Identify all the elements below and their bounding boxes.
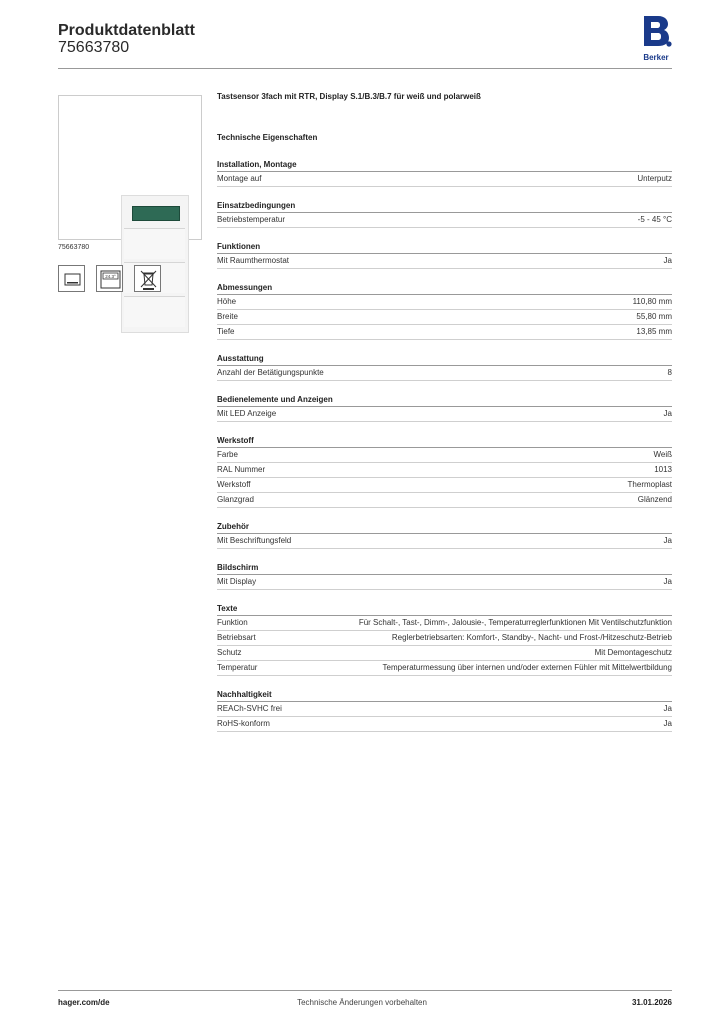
property-row bbox=[217, 213, 672, 228]
footer-divider bbox=[58, 990, 672, 991]
property-label: Mit LED Anzeige bbox=[217, 409, 277, 418]
property-label: Glanzgrad bbox=[217, 495, 254, 504]
article-number: 75663780 bbox=[58, 39, 130, 56]
property-label: Farbe bbox=[217, 450, 238, 459]
property-label: RAL Nummer bbox=[217, 465, 266, 474]
property-label: Funktion bbox=[217, 618, 248, 627]
property-groups bbox=[217, 146, 672, 732]
property-value: Ja bbox=[663, 536, 672, 545]
footer-date: 31.01.2026 bbox=[631, 998, 672, 1007]
image-caption: 75663780 bbox=[58, 244, 90, 251]
property-row bbox=[217, 493, 672, 508]
property-value: Glänzend bbox=[637, 495, 672, 504]
property-value: -5 - 45 °C bbox=[637, 215, 672, 224]
property-row bbox=[217, 702, 672, 717]
group-title: Werkstoff bbox=[217, 422, 672, 448]
footer-website: hager.com/de bbox=[58, 998, 110, 1007]
page-title: Produktdatenblatt bbox=[58, 22, 195, 39]
weee-bin-icon bbox=[134, 265, 161, 292]
property-label: Temperatur bbox=[217, 663, 258, 672]
product-subtitle: Tastsensor 3fach mit RTR, Display S.1/B.3/B.7 für weiß und polarweiß bbox=[217, 92, 481, 101]
property-label: Mit Beschriftungsfeld bbox=[217, 536, 292, 545]
group-title: Einsatzbedingungen bbox=[217, 187, 672, 213]
section-heading: Technische Eigenschaften bbox=[217, 133, 318, 142]
property-label: Mit Raumthermostat bbox=[217, 256, 290, 265]
property-label: Anzahl der Betätigungspunkte bbox=[217, 368, 324, 377]
property-row bbox=[217, 448, 672, 463]
group-title: Abmessungen bbox=[217, 269, 672, 295]
device-button-1 bbox=[124, 228, 185, 259]
property-value: Thermoplast bbox=[627, 480, 672, 489]
property-value: Reglerbetriebsarten: Komfort-, Standby-, Nacht- und Frost-/Hitzeschutz-Betrieb bbox=[391, 633, 672, 642]
property-label: RoHS-konform bbox=[217, 719, 270, 728]
property-label: Tiefe bbox=[217, 327, 235, 336]
group-title: Bedienelemente und Anzeigen bbox=[217, 381, 672, 407]
property-row bbox=[217, 310, 672, 325]
property-value: 8 bbox=[667, 368, 672, 377]
footer-disclaimer: Technische Änderungen vorbehalten bbox=[297, 998, 427, 1007]
property-value: Temperaturmessung über internen und/oder externen Fühler mit Mittelwertbildung bbox=[382, 663, 672, 672]
property-value: Unterputz bbox=[637, 174, 672, 183]
property-value: 13,85 mm bbox=[636, 327, 672, 336]
product-image bbox=[58, 95, 202, 240]
brand-name: Berker bbox=[643, 53, 669, 62]
group-title: Nachhaltigkeit bbox=[217, 676, 672, 702]
property-label: REACh-SVHC frei bbox=[217, 704, 282, 713]
berker-logo bbox=[638, 14, 674, 62]
group-title: Funktionen bbox=[217, 228, 672, 254]
property-row bbox=[217, 325, 672, 340]
property-row bbox=[217, 646, 672, 661]
property-label: Montage auf bbox=[217, 174, 262, 183]
display-icon bbox=[96, 265, 123, 292]
property-row bbox=[217, 407, 672, 422]
property-label: Mit Display bbox=[217, 577, 257, 586]
property-row bbox=[217, 717, 672, 732]
property-row bbox=[217, 661, 672, 676]
property-value: 55,80 mm bbox=[636, 312, 672, 321]
property-value: Weiß bbox=[653, 450, 672, 459]
property-label: Breite bbox=[217, 312, 238, 321]
group-title: Ausstattung bbox=[217, 340, 672, 366]
property-row bbox=[217, 631, 672, 646]
property-row bbox=[217, 478, 672, 493]
product-device bbox=[121, 195, 189, 333]
property-value: 110,80 mm bbox=[632, 297, 672, 306]
property-value: Ja bbox=[663, 577, 672, 586]
group-title: Installation, Montage bbox=[217, 146, 672, 172]
flush-mount-icon bbox=[58, 265, 85, 292]
property-row bbox=[217, 616, 672, 631]
property-value: Für Schalt-, Tast-, Dimm-, Jalousie-, Temperaturreglerfunktionen Mit Ventilschutzfunktion bbox=[358, 618, 672, 627]
property-label: Betriebsart bbox=[217, 633, 256, 642]
property-label: Höhe bbox=[217, 297, 237, 306]
property-row bbox=[217, 172, 672, 187]
group-title: Texte bbox=[217, 590, 672, 616]
property-row bbox=[217, 463, 672, 478]
property-row bbox=[217, 366, 672, 381]
property-value: Mit Demontageschutz bbox=[594, 648, 672, 657]
group-title: Zubehör bbox=[217, 508, 672, 534]
property-value: 1013 bbox=[654, 465, 672, 474]
device-button-3 bbox=[124, 296, 185, 327]
property-row bbox=[217, 575, 672, 590]
property-row bbox=[217, 295, 672, 310]
display-icon-text: 24.3° bbox=[105, 274, 116, 279]
property-label: Betriebstemperatur bbox=[217, 215, 286, 224]
group-title: Bildschirm bbox=[217, 549, 672, 575]
device-display bbox=[132, 206, 180, 221]
property-value: Ja bbox=[663, 256, 672, 265]
property-value: Ja bbox=[663, 409, 672, 418]
header-divider bbox=[58, 68, 672, 69]
property-row bbox=[217, 254, 672, 269]
property-label: Schutz bbox=[217, 648, 242, 657]
property-row bbox=[217, 534, 672, 549]
property-label: Werkstoff bbox=[217, 480, 251, 489]
property-value: Ja bbox=[663, 719, 672, 728]
property-value: Ja bbox=[663, 704, 672, 713]
berker-b-logo-icon bbox=[638, 14, 672, 48]
technical-data bbox=[217, 92, 672, 732]
